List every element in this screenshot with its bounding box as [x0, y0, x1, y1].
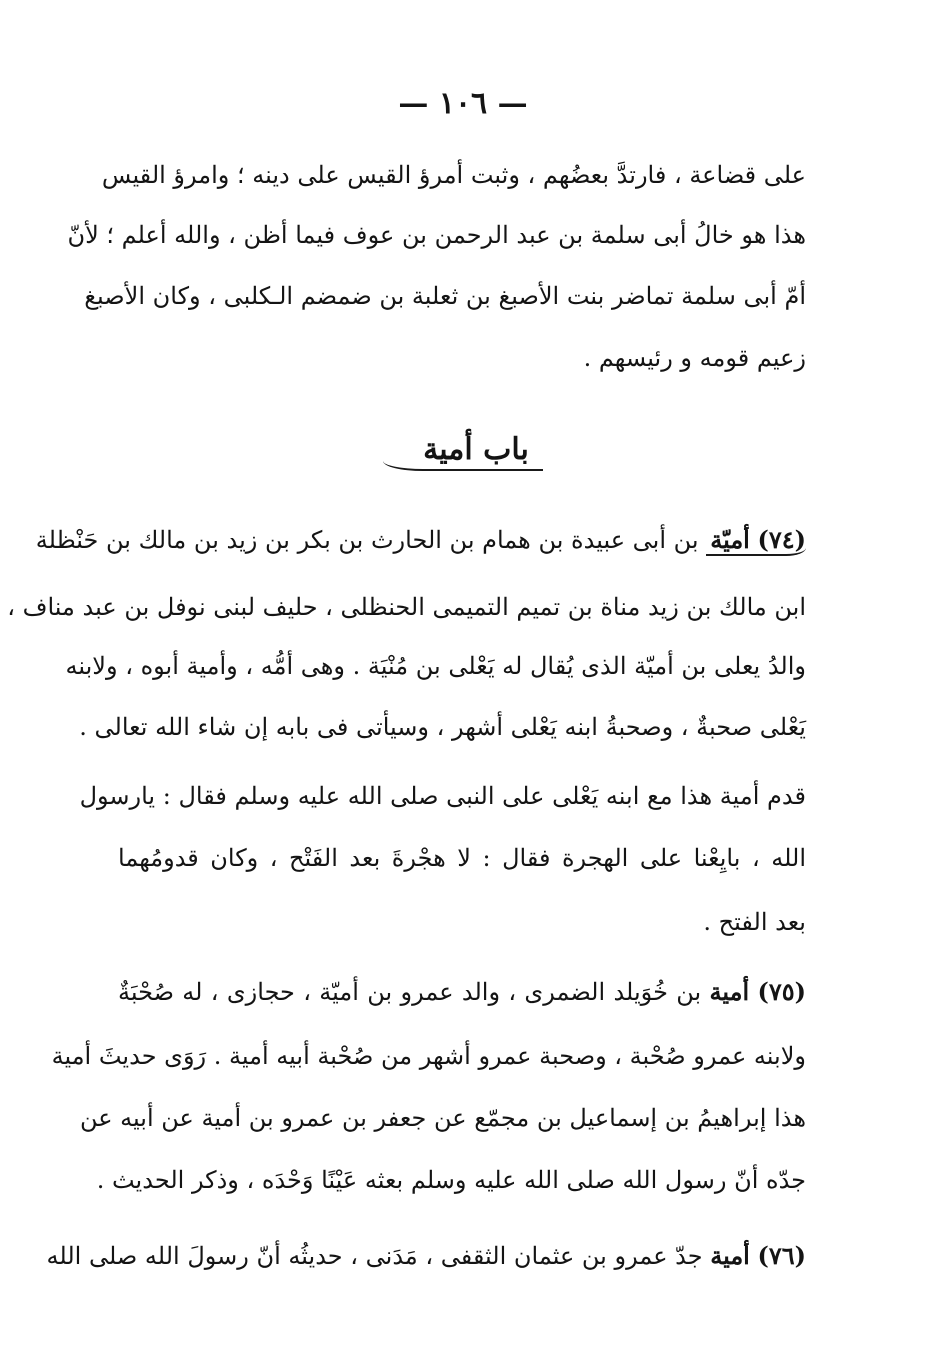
entry-76-first-word: أمية	[710, 1241, 750, 1270]
entry-74-line-2: ابن مالك بن زيد مناة بن تميم التميمى الحنظلى ، حليف لبنى نوفل بن عبد مناف ،	[7, 593, 806, 621]
entry-75-line-3: هذا إبراهيمُ بن إسماعيل بن مجمّع عن جعفر بن عمرو بن أمية عن أبيه عن	[79, 1104, 806, 1132]
entry-76-line-1	[46, 1236, 806, 1276]
entry-74-heading	[706, 526, 806, 556]
intro-line-2: هذا هو خالُ أبى سلمة بن عبد الرحمن بن عوف فيما أظن ، والله أعلم ؛ لأنّ	[67, 221, 806, 249]
section-title: باب أمية	[383, 432, 543, 471]
entry-75-number: (٧٥)	[757, 977, 806, 1006]
entry-74-para2-line-1: قدم أمية هذا مع ابنه يَعْلى على النبى صلى الله عليه وسلم فقال : يارسول	[79, 782, 806, 810]
intro-line-1: على قضاعة ، فارتدَّ بعضُهم ، وثبت أمرؤ القيس على دينه ؛ وامرؤ القيس	[101, 161, 806, 189]
entry-75-line-4: جدّه أنّ رسول الله صلى الله عليه وسلم بعثه عَيْنًا وَحْدَه ، وذكر الحديث .	[96, 1166, 806, 1194]
entry-75-line-1	[118, 972, 806, 1012]
entry-75-text: بن خُوَيلد الضمرى ، والد عمرو بن أميّة ، حجازى ، له صُحْبَةٌ	[118, 978, 702, 1006]
entry-76-number: (٧٦)	[757, 1241, 806, 1270]
entry-75-first-word: أمية	[709, 977, 750, 1006]
entry-74-line-3: والدُ يعلى بن أميّة الذى يُقال له يَعْلى بن مُنْيَة . وهى أمُّه ، وأمية أبوه ، ولابنه	[65, 652, 806, 680]
entry-75-line-2: ولابنه عمرو صُحْبة ، وصحبة عمرو أشهر من صُحْبة أبيه أمية . رَوَى حديثَ أمية	[51, 1042, 806, 1070]
page-number: — ١٠٦ —	[398, 86, 528, 121]
entry-74-line-4: يَعْلى صحبةٌ ، وصحبةُ ابنه يَعْلى أشهر ، وسيأتى فى بابه إن شاء الله تعالى .	[79, 713, 806, 741]
entry-74-first-word: أميّة	[710, 525, 750, 554]
entry-74-para2-line-2: الله ، بايِعْنا على الهجرة فقال : لا هجْرةَ بعد الفَتْح ، وكان قدومُهما	[118, 844, 806, 872]
entry-74-line-1	[35, 520, 806, 560]
intro-line-4: زعيم قومه و رئيسهم .	[583, 344, 806, 372]
entry-74-para2-line-3: بعد الفتح .	[703, 908, 806, 936]
entry-74-number: (٧٤)	[757, 525, 806, 554]
entry-74-text: بن أبى عبيدة بن همام بن الحارث بن بكر بن زيد بن مالك بن حَنْظلة	[35, 526, 699, 554]
intro-line-3: أمّ أبى سلمة تماضر بنت الأصبغ بن ثعلبة بن ضمضم الـكلبى ، وكان الأصبغ	[84, 282, 806, 310]
entry-76-text: جدّ عمرو بن عثمان الثقفى ، مَدَنى ، حديثُه أنّ رسولَ الله صلى الله	[46, 1242, 703, 1270]
section-heading	[0, 432, 926, 471]
